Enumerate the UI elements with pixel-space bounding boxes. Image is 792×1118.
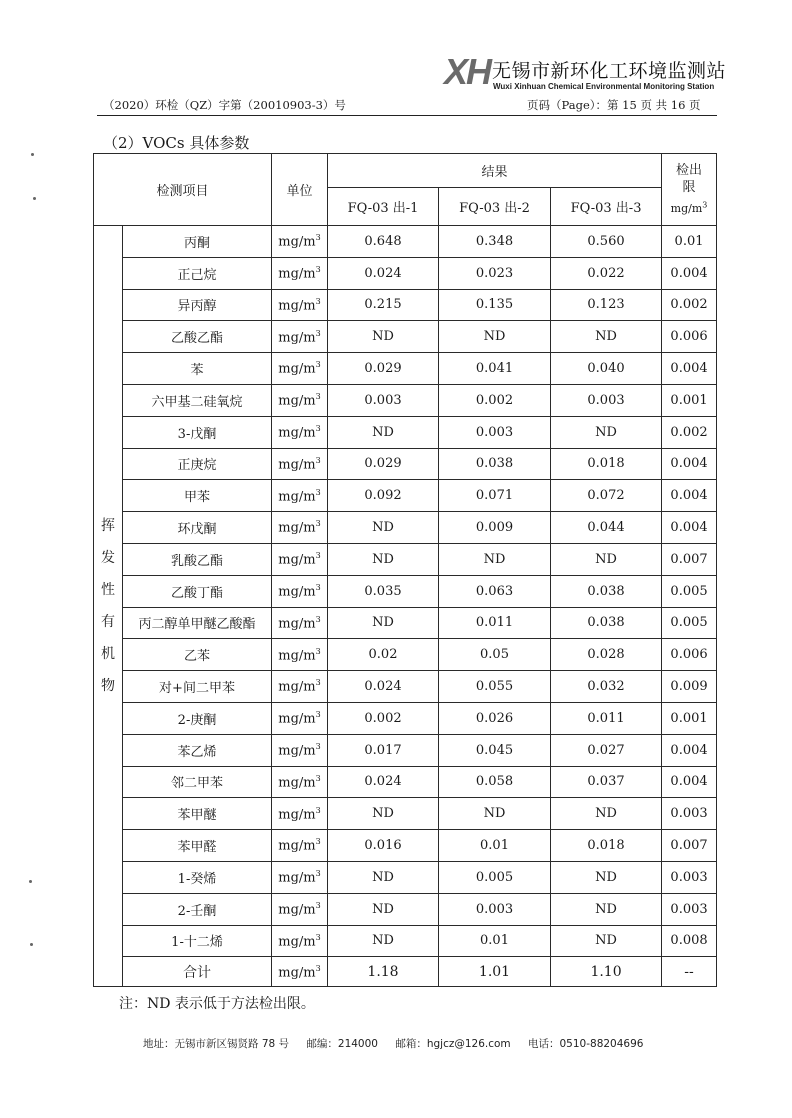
- unit-cell: $mg/m^3$: [272, 671, 328, 703]
- result-cell: ND: [551, 925, 662, 957]
- category-char: 挥: [101, 518, 115, 535]
- table-row: [94, 448, 717, 480]
- limit-cell: 0.001: [662, 702, 717, 734]
- scan-speck: [33, 197, 36, 200]
- table-row: [94, 734, 717, 766]
- limit-cell: 0.008: [662, 925, 717, 957]
- compound-name: 苯甲醚: [123, 798, 272, 830]
- result-cell: 0.038: [551, 607, 662, 639]
- compound-name: 2-壬酮: [123, 893, 272, 925]
- result-cell: ND: [328, 798, 439, 830]
- table-row: [94, 830, 717, 862]
- result-cell: 0.011: [551, 702, 662, 734]
- logo-mark: XH: [444, 51, 491, 92]
- result-cell: 0.003: [551, 384, 662, 416]
- table-row: [94, 575, 717, 607]
- result-cell: 0.044: [551, 512, 662, 544]
- result-cell: 0.005: [439, 861, 551, 893]
- limit-cell: 0.002: [662, 416, 717, 448]
- result-cell: 0.002: [439, 384, 551, 416]
- report-number: （2020）环检（QZ）字第（20010903-3）号: [103, 98, 346, 112]
- compound-name: 异丙醇: [123, 289, 272, 321]
- unit-cell: $mg/m^3$: [272, 384, 328, 416]
- compound-name: 环戊酮: [123, 512, 272, 544]
- col-header-unit: 单位: [272, 154, 328, 226]
- footer-postcode: 邮编：214000: [306, 1038, 378, 1050]
- limit-cell: 0.003: [662, 798, 717, 830]
- category-char: 机: [101, 646, 115, 663]
- result-cell: 0.092: [328, 480, 439, 512]
- unit-cell: $mg/m^3$: [272, 575, 328, 607]
- col-header-result: 结果: [328, 154, 662, 188]
- page-info: 页码（Page）：第 15 页 共 16 页: [527, 98, 701, 112]
- table-row: [94, 543, 717, 575]
- compound-name: 1-癸烯: [123, 861, 272, 893]
- unit-cell: $mg/m^3$: [272, 226, 328, 258]
- sample-header-3: FQ-03 出-3: [551, 188, 662, 226]
- total-row: [94, 957, 717, 987]
- category-char: 物: [101, 678, 115, 695]
- result-cell: 0.041: [439, 353, 551, 385]
- table-row: [94, 384, 717, 416]
- limit-cell: 0.006: [662, 639, 717, 671]
- limit-cell: 0.003: [662, 893, 717, 925]
- compound-name: 苯: [123, 353, 272, 385]
- result-cell: ND: [439, 543, 551, 575]
- compound-name: 丙二醇单甲醚乙酸酯: [123, 607, 272, 639]
- limit-cell: 0.007: [662, 543, 717, 575]
- result-cell: 0.063: [439, 575, 551, 607]
- limit-cell: 0.004: [662, 734, 717, 766]
- org-name-en: Wuxi Xinhuan Chemical Environmental Monitoring Station: [493, 82, 715, 91]
- result-cell: 0.02: [328, 639, 439, 671]
- result-cell: ND: [439, 798, 551, 830]
- unit-cell: $mg/m^3$: [272, 543, 328, 575]
- unit-cell: $mg/m^3$: [272, 448, 328, 480]
- unit-cell: $mg/m^3$: [272, 861, 328, 893]
- result-cell: 0.01: [439, 830, 551, 862]
- result-cell: ND: [551, 321, 662, 353]
- limit-cell: 0.003: [662, 861, 717, 893]
- total-limit: --: [662, 957, 717, 987]
- table-row: [94, 226, 717, 258]
- compound-name: 正己烷: [123, 257, 272, 289]
- unit-cell: $mg/m^3$: [272, 416, 328, 448]
- result-cell: ND: [328, 893, 439, 925]
- limit-cell: 0.004: [662, 448, 717, 480]
- result-cell: 0.215: [328, 289, 439, 321]
- result-cell: 0.003: [328, 384, 439, 416]
- result-cell: 0.045: [439, 734, 551, 766]
- footer-email: 邮箱：hgjcz@126.com: [395, 1038, 511, 1050]
- unit-cell: $mg/m^3$: [272, 830, 328, 862]
- unit-cell: $mg/m^3$: [272, 766, 328, 798]
- result-cell: 0.003: [439, 893, 551, 925]
- result-cell: 0.003: [439, 416, 551, 448]
- result-cell: 0.029: [328, 353, 439, 385]
- result-cell: ND: [439, 321, 551, 353]
- result-cell: 0.002: [328, 702, 439, 734]
- limit-cell: 0.004: [662, 766, 717, 798]
- result-cell: ND: [551, 893, 662, 925]
- unit-cell: $mg/m^3$: [272, 353, 328, 385]
- table-row: [94, 861, 717, 893]
- table-row: [94, 321, 717, 353]
- table-note: 注：ND 表示低于方法检出限。: [119, 996, 315, 1012]
- compound-name: 六甲基二硅氧烷: [123, 384, 272, 416]
- header-divider: [97, 115, 717, 116]
- result-cell: 0.016: [328, 830, 439, 862]
- limit-cell: 0.005: [662, 575, 717, 607]
- table-row: [94, 607, 717, 639]
- compound-name: 苯甲醛: [123, 830, 272, 862]
- category-label: [94, 226, 123, 987]
- unit-cell: $mg/m^3$: [272, 289, 328, 321]
- compound-name: 3-戊酮: [123, 416, 272, 448]
- compound-name: 苯乙烯: [123, 734, 272, 766]
- result-cell: 0.024: [328, 671, 439, 703]
- table-row: [94, 893, 717, 925]
- result-cell: 0.018: [551, 448, 662, 480]
- result-cell: 0.024: [328, 766, 439, 798]
- footer-phone: 电话：0510-88204696: [528, 1038, 644, 1050]
- unit-cell: $mg/m^3$: [272, 257, 328, 289]
- result-cell: 0.032: [551, 671, 662, 703]
- category-char: 发: [101, 550, 115, 567]
- result-cell: 0.035: [328, 575, 439, 607]
- compound-name: 乙苯: [123, 639, 272, 671]
- result-cell: 0.037: [551, 766, 662, 798]
- table-row: [94, 289, 717, 321]
- result-cell: ND: [551, 543, 662, 575]
- result-cell: 0.058: [439, 766, 551, 798]
- limit-label-line2: 限: [682, 180, 696, 196]
- compound-name: 2-庚酮: [123, 702, 272, 734]
- result-cell: 0.009: [439, 512, 551, 544]
- result-cell: ND: [328, 861, 439, 893]
- result-cell: 0.028: [551, 639, 662, 671]
- result-cell: 0.072: [551, 480, 662, 512]
- unit-cell: $mg/m^3$: [272, 512, 328, 544]
- result-cell: 0.027: [551, 734, 662, 766]
- result-cell: 0.022: [551, 257, 662, 289]
- result-cell: ND: [551, 861, 662, 893]
- scan-speck: [29, 880, 32, 883]
- unit-cell: $mg/m^3$: [272, 925, 328, 957]
- table-row: [94, 925, 717, 957]
- col-header-limit: [662, 154, 717, 226]
- compound-name: 乳酸乙酯: [123, 543, 272, 575]
- limit-label-line1: 检出: [676, 163, 703, 179]
- org-name-cn: 无锡市新环化工环境监测站: [492, 60, 727, 82]
- result-cell: ND: [328, 321, 439, 353]
- org-logo: [444, 51, 727, 94]
- scan-speck: [30, 943, 33, 946]
- result-cell: ND: [328, 543, 439, 575]
- limit-cell: 0.004: [662, 480, 717, 512]
- total-value: 1.10: [551, 957, 662, 987]
- limit-cell: 0.009: [662, 671, 717, 703]
- compound-name: 丙酮: [123, 226, 272, 258]
- result-cell: 0.038: [439, 448, 551, 480]
- limit-unit: $mg/m^3$: [670, 200, 708, 215]
- result-cell: 0.055: [439, 671, 551, 703]
- table-row: [94, 416, 717, 448]
- result-cell: 0.05: [439, 639, 551, 671]
- sample-header-1: FQ-03 出-1: [328, 188, 439, 226]
- result-cell: 0.648: [328, 226, 439, 258]
- table-row: [94, 766, 717, 798]
- scan-speck: [31, 153, 34, 156]
- result-cell: 0.038: [551, 575, 662, 607]
- limit-cell: 0.004: [662, 257, 717, 289]
- compound-name: 邻二甲苯: [123, 766, 272, 798]
- result-cell: 0.01: [439, 925, 551, 957]
- unit-cell: $mg/m^3$: [272, 639, 328, 671]
- limit-cell: 0.004: [662, 353, 717, 385]
- total-label: 合计: [123, 957, 272, 987]
- result-cell: ND: [328, 416, 439, 448]
- limit-cell: 0.001: [662, 384, 717, 416]
- compound-name: 乙酸丁酯: [123, 575, 272, 607]
- result-cell: ND: [328, 607, 439, 639]
- unit-cell: $mg/m^3$: [272, 798, 328, 830]
- result-cell: 0.071: [439, 480, 551, 512]
- result-cell: ND: [328, 925, 439, 957]
- result-cell: 0.348: [439, 226, 551, 258]
- vocs-results-table: [93, 153, 717, 987]
- table-row: [94, 671, 717, 703]
- table-row: [94, 480, 717, 512]
- table-row: [94, 257, 717, 289]
- result-cell: 0.029: [328, 448, 439, 480]
- table-row: [94, 702, 717, 734]
- unit-cell: $mg/m^3$: [272, 702, 328, 734]
- compound-name: 乙酸乙酯: [123, 321, 272, 353]
- unit-cell: $mg/m^3$: [272, 957, 328, 987]
- total-value: 1.01: [439, 957, 551, 987]
- page-footer: [143, 1036, 657, 1051]
- result-cell: 0.123: [551, 289, 662, 321]
- result-cell: ND: [328, 512, 439, 544]
- result-cell: 0.023: [439, 257, 551, 289]
- limit-cell: 0.005: [662, 607, 717, 639]
- unit-cell: $mg/m^3$: [272, 321, 328, 353]
- sample-header-2: FQ-03 出-2: [439, 188, 551, 226]
- category-char: 性: [101, 582, 115, 599]
- table-row: [94, 639, 717, 671]
- result-cell: 0.017: [328, 734, 439, 766]
- compound-name: 正庚烷: [123, 448, 272, 480]
- result-cell: 0.040: [551, 353, 662, 385]
- footer-address: 地址：无锡市新区锡贤路 78 号: [143, 1038, 290, 1050]
- result-cell: ND: [551, 798, 662, 830]
- limit-cell: 0.004: [662, 512, 717, 544]
- table-row: [94, 798, 717, 830]
- compound-name: 对+间二甲苯: [123, 671, 272, 703]
- compound-name: 1-十二烯: [123, 925, 272, 957]
- limit-cell: 0.006: [662, 321, 717, 353]
- limit-cell: 0.007: [662, 830, 717, 862]
- unit-cell: $mg/m^3$: [272, 734, 328, 766]
- total-value: 1.18: [328, 957, 439, 987]
- category-char: 有: [101, 614, 115, 631]
- limit-cell: 0.01: [662, 226, 717, 258]
- section-title: （2）VOCs 具体参数: [103, 134, 250, 152]
- unit-cell: $mg/m^3$: [272, 480, 328, 512]
- col-header-item: 检测项目: [94, 154, 272, 226]
- unit-cell: $mg/m^3$: [272, 893, 328, 925]
- table-row: [94, 353, 717, 385]
- result-cell: 0.024: [328, 257, 439, 289]
- result-cell: ND: [551, 416, 662, 448]
- result-cell: 0.560: [551, 226, 662, 258]
- limit-cell: 0.002: [662, 289, 717, 321]
- table-row: [94, 512, 717, 544]
- result-cell: 0.018: [551, 830, 662, 862]
- result-cell: 0.026: [439, 702, 551, 734]
- unit-cell: $mg/m^3$: [272, 607, 328, 639]
- result-cell: 0.011: [439, 607, 551, 639]
- result-cell: 0.135: [439, 289, 551, 321]
- compound-name: 甲苯: [123, 480, 272, 512]
